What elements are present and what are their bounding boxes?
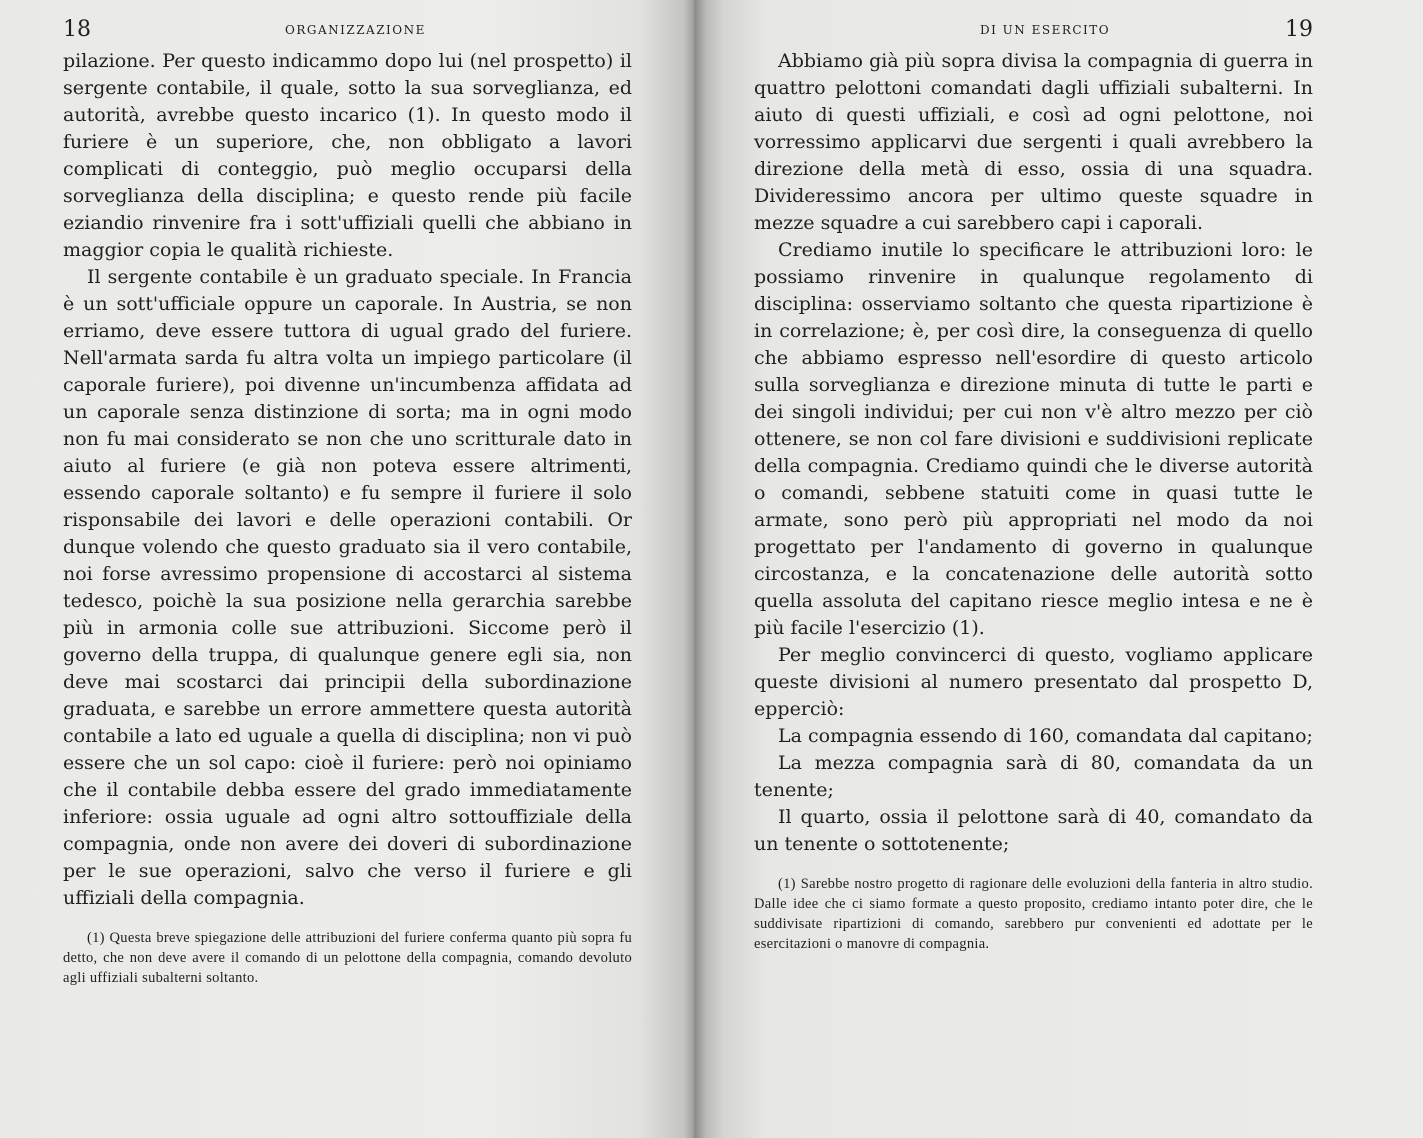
right-paragraph-5: La mezza compagnia sarà di 80, comandata da un tenente; bbox=[754, 752, 1313, 801]
left-footnote: (1) Questa breve spiegazione delle attribuzioni del furiere conferma quanto più sopra fu detto, che non deve avere il comando di un pelottone della compagnia, comando devoluto agli uffiziali subalterni soltanto. bbox=[63, 930, 632, 986]
right-paragraph-2: Crediamo inutile lo specificare le attribuzioni loro: le possiamo rinvenire in qualunque regolamento di disciplina: osserviamo soltanto che questa ripartizione è in correlazione; è, per così dire, la conseguenza di quello che abbiamo espresso nell'esordire di questo articolo sulla sorveglianza e direzione minuta di tutte le parti e dei singoli individui; per cui non v'è altro mezzo per ciò ottenere, se non col fare divisioni e suddivisioni replicate della compagnia. Crediamo quindi che le diverse autorità o comandi, sebbene statuiti come in quasi tutte le armate, sono però più appropriati nel modo da noi progettato per l'andamento di governo in qualunque circostanza, e la concatenazione delle autorità sotto quella assoluta del capitano riesce meglio intesa e ne è più facile l'esercizio (1). bbox=[754, 239, 1313, 639]
book-gutter-shadow bbox=[684, 0, 706, 1138]
right-page bbox=[694, 0, 1423, 1138]
right-running-title: DI UN ESERCITO bbox=[980, 23, 1111, 37]
right-footnote: (1) Sarebbe nostro progetto di ragionare delle evoluzioni della fanteria in altro studio. Dalle idee che ci siamo formate a questo proposito, crediamo intanto poter dire, che le suddivisate ripartizioni di comando, sarebbero pur convenienti ed adottate per le esercitazioni o manovre di compagnia. bbox=[754, 876, 1313, 952]
left-paragraph-2: Il sergente contabile è un graduato speciale. In Francia è un sott'ufficiale oppure un caporale. In Austria, se non erriamo, deve essere tuttora di ugual grado del furiere. Nell'armata sarda fu altra volta un impiego particolare (il caporale furiere), poi divenne un'incumbenza affidata ad un caporale senza distinzione di sorta; ma in ogni modo non fu mai considerato se non che uno scritturale dato in aiuto al furiere (e già non poteva essere altrimenti, essendo caporale soltanto) e fu sempre il furiere il solo risponsabile dei lavori e delle operazioni contabili. Or dunque volendo che questo graduato sia il vero contabile, noi forse avressimo propensione di accostarci al sistema tedesco, poichè la sua posizione nella gerarchia sarebbe più in armonia colle sue attribuzioni. Siccome però il governo della truppa, di qualunque genere egli sia, non deve mai scostarci dai principii della subordinazione graduata, e sarebbe un errore ammettere questa autorità contabile a lato ed uguale a quella di disciplina; non vi può essere che un sol capo: cioè il furiere: però noi opiniamo che il contabile debba essere del grado immediatamente inferiore: ossia uguale ad ogni altro sottouffiziale della compagnia, onde non avere dei doveri di subordinazione per le sue operazioni, salvo che verso il furiere e gli uffiziali della compagnia. bbox=[63, 266, 632, 909]
left-body-text bbox=[63, 48, 632, 912]
right-paragraph-6: Il quarto, ossia il pelottone sarà di 40, comandato da un tenente o sottotenente; bbox=[754, 806, 1313, 855]
right-paragraph-4: La compagnia essendo di 160, comandata dal capitano; bbox=[778, 725, 1313, 747]
right-paragraph-1: Abbiamo già più sopra divisa la compagnia di guerra in quattro pelottoni comandati dagli uffiziali subalterni. In aiuto di questi uffiziali, e così ad ogni pelottone, noi vorressimo applicarvi due sergenti i quali avrebbero la direzione della metà di esso, ossia di una squadra. Divideressimo ancora per ultimo queste squadre in mezze squadre a cui sarebbero capi i caporali. bbox=[754, 50, 1313, 234]
left-page bbox=[0, 0, 694, 1138]
right-running-head bbox=[754, 16, 1313, 48]
left-running-title: ORGANIZZAZIONE bbox=[285, 23, 426, 37]
right-body-text bbox=[754, 48, 1313, 858]
right-paragraph-3: Per meglio convincerci di questo, vogliamo applicare queste divisioni al numero presentato dal prospetto D, epperciò: bbox=[754, 644, 1313, 720]
right-page-number: 19 bbox=[1285, 17, 1313, 42]
left-paragraph-1: pilazione. Per questo indicammo dopo lui (nel prospetto) il sergente contabile, il quale, sotto la sua sorveglianza, ed autorità, avrebbe questo incarico (1). In questo modo il furiere è un superiore, che, non obbligato a lavori complicati di conteggio, può meglio occuparsi della sorveglianza della disciplina; e questo rende più facile eziandio rinvenire fra i sott'uffiziali quelli che abbiano in maggior copia le qualità richieste. bbox=[63, 50, 632, 261]
left-running-head bbox=[63, 16, 632, 48]
left-page-number: 18 bbox=[63, 17, 91, 42]
